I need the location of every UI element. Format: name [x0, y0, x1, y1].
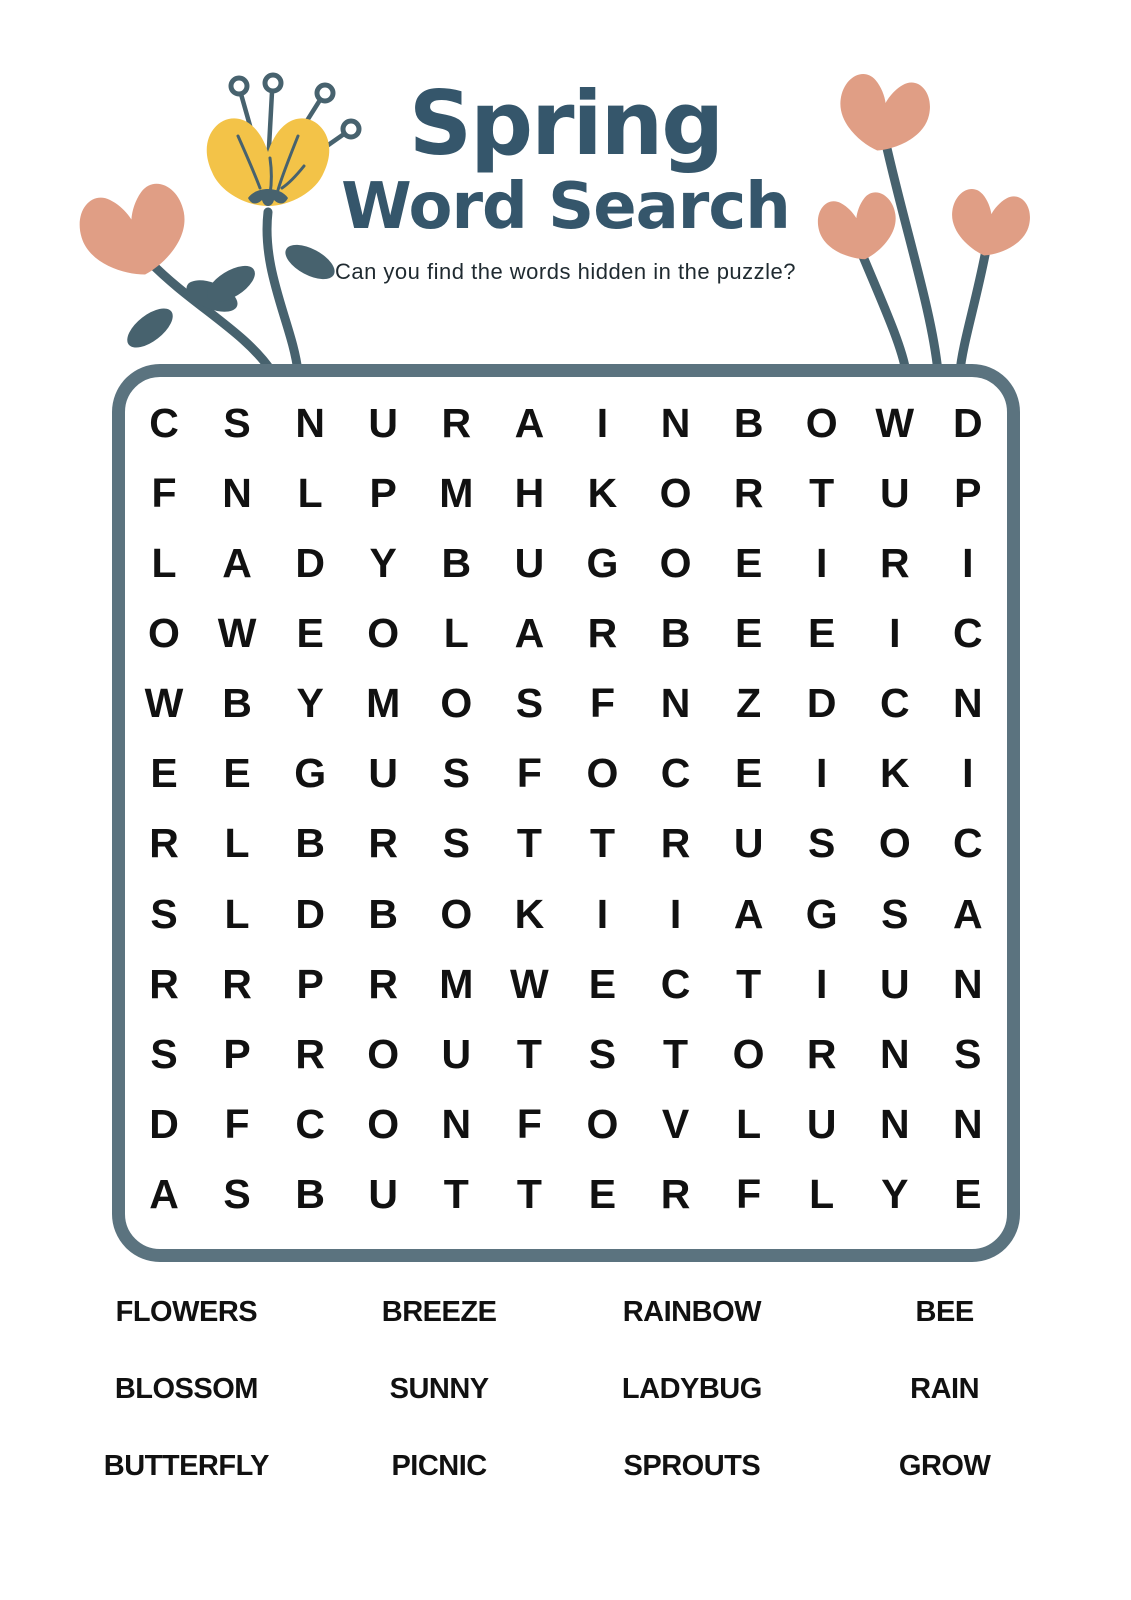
grid-row [141, 1170, 991, 1217]
grid-letter[interactable]: N [953, 1100, 983, 1147]
grid-letter[interactable]: O [732, 1030, 765, 1077]
grid-letter[interactable]: D [953, 400, 983, 446]
grid-letter[interactable]: R [368, 820, 399, 867]
word-list-item: GROW [898, 1450, 991, 1482]
grid-letter[interactable]: S [881, 890, 909, 937]
grid-letter[interactable]: O [440, 890, 473, 937]
grid-letter[interactable]: O [805, 400, 838, 446]
grid-letter[interactable]: G [294, 750, 327, 797]
grid-letter[interactable]: P [296, 960, 324, 1007]
grid-letter[interactable]: G [805, 890, 838, 937]
grid-letter[interactable]: U [368, 750, 399, 797]
grid-letter[interactable]: N [879, 1030, 910, 1077]
grid-letter[interactable]: N [660, 400, 691, 446]
grid-letter[interactable]: E [734, 540, 763, 587]
grid-letter[interactable]: L [224, 820, 250, 867]
grid-letter[interactable]: E [296, 610, 324, 657]
grid-letter[interactable]: I [962, 540, 974, 587]
grid-letter[interactable]: O [367, 1100, 400, 1147]
grid-row [141, 1100, 991, 1147]
grid-letter[interactable]: U [733, 820, 764, 867]
grid-letter[interactable]: B [733, 400, 764, 446]
grid-letter[interactable]: R [660, 820, 691, 867]
word-search-grid [112, 364, 1020, 1262]
grid-letter[interactable]: Y [881, 1170, 909, 1217]
grid-row [141, 470, 991, 517]
grid-letter[interactable]: C [879, 680, 910, 727]
grid-row [141, 890, 991, 937]
grid-letter[interactable]: N [660, 680, 691, 727]
grid-letter[interactable]: I [596, 890, 609, 937]
grid-letter[interactable]: K [879, 750, 910, 797]
grid-letter[interactable]: C [149, 400, 179, 446]
grid-letter[interactable]: K [514, 890, 545, 937]
grid-letter[interactable]: O [586, 750, 619, 797]
grid-letter[interactable]: U [514, 540, 545, 587]
grid-letter[interactable]: H [514, 470, 545, 517]
grid-letter[interactable]: T [516, 1170, 542, 1217]
grid-row [141, 680, 991, 727]
grid-letter[interactable]: D [295, 540, 325, 587]
grid-letter[interactable]: W [875, 400, 915, 446]
grid-letter[interactable]: O [148, 610, 180, 657]
grid-letter[interactable]: I [816, 960, 828, 1007]
grid-letter[interactable]: F [224, 1100, 250, 1147]
page-subtitle-title: Word Search [341, 170, 790, 245]
grid-letter[interactable]: R [879, 540, 910, 587]
grid-letter[interactable]: U [806, 1100, 837, 1147]
grid-row [141, 1030, 991, 1077]
grid-letter[interactable]: W [144, 680, 184, 727]
word-list-item: BREEZE [381, 1296, 497, 1328]
grid-letter[interactable]: S [150, 890, 178, 937]
grid-letter[interactable]: L [736, 1100, 762, 1147]
grid-letter[interactable]: N [953, 680, 983, 727]
grid-letter[interactable]: A [514, 610, 545, 657]
grid-letter[interactable]: K [587, 470, 618, 517]
grid-letter[interactable]: I [889, 610, 901, 657]
grid-letter[interactable]: C [660, 750, 691, 797]
grid-letter[interactable]: I [962, 750, 974, 797]
word-list-item: BEE [915, 1296, 974, 1328]
grid-letter[interactable]: L [443, 610, 469, 657]
grid-letter[interactable]: B [368, 890, 399, 937]
grid-letter[interactable]: R [149, 820, 179, 867]
grid-letter[interactable]: M [439, 470, 474, 517]
grid-letter[interactable]: C [953, 610, 983, 657]
grid-letter[interactable]: D [149, 1100, 179, 1147]
grid-row [141, 960, 991, 1007]
grid-letter[interactable]: U [368, 1170, 399, 1217]
grid-letter[interactable]: T [589, 820, 615, 867]
grid-letter[interactable]: C [295, 1100, 325, 1147]
grid-letter[interactable]: W [217, 610, 257, 657]
grid-letter[interactable]: A [514, 400, 545, 446]
grid-letter[interactable]: M [439, 960, 474, 1007]
grid-letter[interactable]: U [441, 1030, 472, 1077]
grid-letter[interactable]: Y [369, 540, 397, 587]
grid-letter[interactable]: S [515, 680, 544, 727]
grid-letter[interactable]: U [879, 960, 910, 1007]
grid-letter[interactable]: S [442, 820, 470, 867]
grid-row [141, 820, 991, 867]
grid-letter[interactable]: F [151, 470, 177, 517]
grid-letter[interactable]: E [588, 1170, 617, 1217]
grid-letter[interactable]: T [809, 470, 835, 517]
grid-letter[interactable]: S [150, 1030, 178, 1077]
grid-row [141, 400, 991, 446]
grid-letter[interactable]: L [224, 890, 250, 937]
word-list-item: SPROUTS [623, 1450, 761, 1482]
word-list-item: BUTTERFLY [103, 1450, 269, 1482]
grid-letter[interactable]: C [660, 960, 691, 1007]
grid-letter[interactable]: O [659, 540, 692, 587]
grid-letter[interactable]: S [954, 1030, 982, 1077]
grid-letter[interactable]: P [223, 1030, 251, 1077]
grid-letter[interactable]: A [953, 890, 983, 937]
grid-letter[interactable]: R [149, 960, 179, 1007]
grid-letter[interactable]: A [222, 540, 252, 587]
grid-row [141, 750, 991, 797]
grid-letter[interactable]: S [808, 820, 836, 867]
grid-letter[interactable]: O [440, 680, 473, 727]
word-list [60, 1296, 1071, 1483]
grid-letter[interactable]: T [736, 960, 762, 1007]
grid-letter[interactable]: R [368, 960, 399, 1007]
grid-letter[interactable]: R [587, 610, 618, 657]
grid-letter[interactable]: F [516, 750, 542, 797]
grid-letter[interactable]: V [661, 1100, 690, 1147]
word-list-item: RAINBOW [622, 1296, 761, 1328]
grid-letter[interactable]: E [150, 750, 178, 797]
grid-letter[interactable]: F [516, 1100, 542, 1147]
grid-row [141, 610, 991, 657]
grid-letter[interactable]: B [295, 1170, 325, 1217]
grid-letter[interactable]: W [510, 960, 549, 1007]
grid-letter[interactable]: L [809, 1170, 835, 1217]
word-list-item: PICNIC [391, 1450, 487, 1482]
grid-letter[interactable]: D [295, 890, 325, 937]
grid-row [141, 540, 991, 587]
word-list-item: RAIN [910, 1373, 980, 1405]
grid-letter[interactable]: R [806, 1030, 837, 1077]
grid-letter[interactable]: E [954, 1170, 982, 1217]
grid-letter[interactable]: E [588, 960, 617, 1007]
grid-letter[interactable]: P [369, 470, 397, 517]
grid-letter[interactable]: N [441, 1100, 472, 1147]
page-title: Spring [408, 72, 723, 175]
grid-letter[interactable]: R [733, 470, 764, 517]
grid-letter[interactable]: I [816, 540, 828, 587]
grid-letter[interactable]: R [660, 1170, 691, 1217]
grid-letter[interactable]: T [443, 1170, 469, 1217]
grid-letter[interactable]: T [516, 820, 542, 867]
grid-letter[interactable]: N [953, 960, 983, 1007]
grid-letter[interactable]: D [806, 680, 837, 727]
grid-letter[interactable]: O [586, 1100, 619, 1147]
grid-letter[interactable]: L [151, 540, 177, 587]
grid-letter[interactable]: U [368, 400, 399, 446]
grid-letter[interactable]: S [223, 400, 251, 446]
grid-letter[interactable]: B [441, 540, 472, 587]
grid-letter[interactable]: F [736, 1170, 762, 1217]
grid-letter[interactable]: N [295, 400, 325, 446]
grid-letter[interactable]: E [223, 750, 251, 797]
grid-letter[interactable]: A [149, 1170, 179, 1217]
grid-letter[interactable]: T [663, 1030, 689, 1077]
grid-letter[interactable]: B [660, 610, 691, 657]
grid-letter[interactable]: S [588, 1030, 617, 1077]
grid-letter[interactable]: R [441, 400, 472, 446]
grid-letter[interactable]: P [954, 470, 982, 517]
grid-letter[interactable]: C [953, 820, 983, 867]
header [0, 72, 1131, 285]
grid-letter[interactable]: N [222, 470, 252, 517]
grid-letter[interactable]: T [516, 1030, 542, 1077]
grid-letter[interactable]: F [589, 680, 615, 727]
grid-letter[interactable]: O [878, 820, 911, 867]
instructions-text: Can you find the words hidden in the puzzle? [334, 258, 797, 284]
grid-letter[interactable]: A [733, 890, 764, 937]
grid-letter[interactable]: M [366, 680, 401, 727]
grid-letter[interactable]: U [879, 470, 910, 517]
grid-letter[interactable]: B [295, 820, 325, 867]
grid-letter[interactable]: R [222, 960, 252, 1007]
word-list-item: FLOWERS [115, 1296, 258, 1328]
grid-letter[interactable]: O [659, 470, 692, 517]
grid-letter[interactable]: N [879, 1100, 910, 1147]
grid-letter[interactable]: E [808, 610, 836, 657]
grid-letter[interactable]: S [442, 750, 470, 797]
grid-letter[interactable]: B [222, 680, 252, 727]
grid-letter[interactable]: R [295, 1030, 325, 1077]
word-list-item: BLOSSOM [114, 1373, 258, 1405]
grid-letter[interactable]: E [734, 610, 763, 657]
grid-letter[interactable]: E [734, 750, 763, 797]
letter-grid [125, 377, 1007, 1249]
word-list-item: LADYBUG [621, 1373, 762, 1405]
grid-letter[interactable]: O [367, 1030, 400, 1077]
grid-letter[interactable]: Y [296, 680, 324, 727]
grid-letter[interactable]: I [669, 890, 682, 937]
leaf-icon [121, 301, 180, 355]
grid-letter[interactable]: I [816, 750, 828, 797]
word-list-item: SUNNY [389, 1373, 489, 1405]
grid-letter[interactable]: Z [736, 680, 762, 727]
grid-letter[interactable]: O [367, 610, 400, 657]
grid-letter[interactable]: S [223, 1170, 251, 1217]
grid-letter[interactable]: I [596, 400, 609, 446]
grid-letter[interactable]: L [297, 470, 323, 517]
grid-letter[interactable]: G [586, 540, 619, 587]
